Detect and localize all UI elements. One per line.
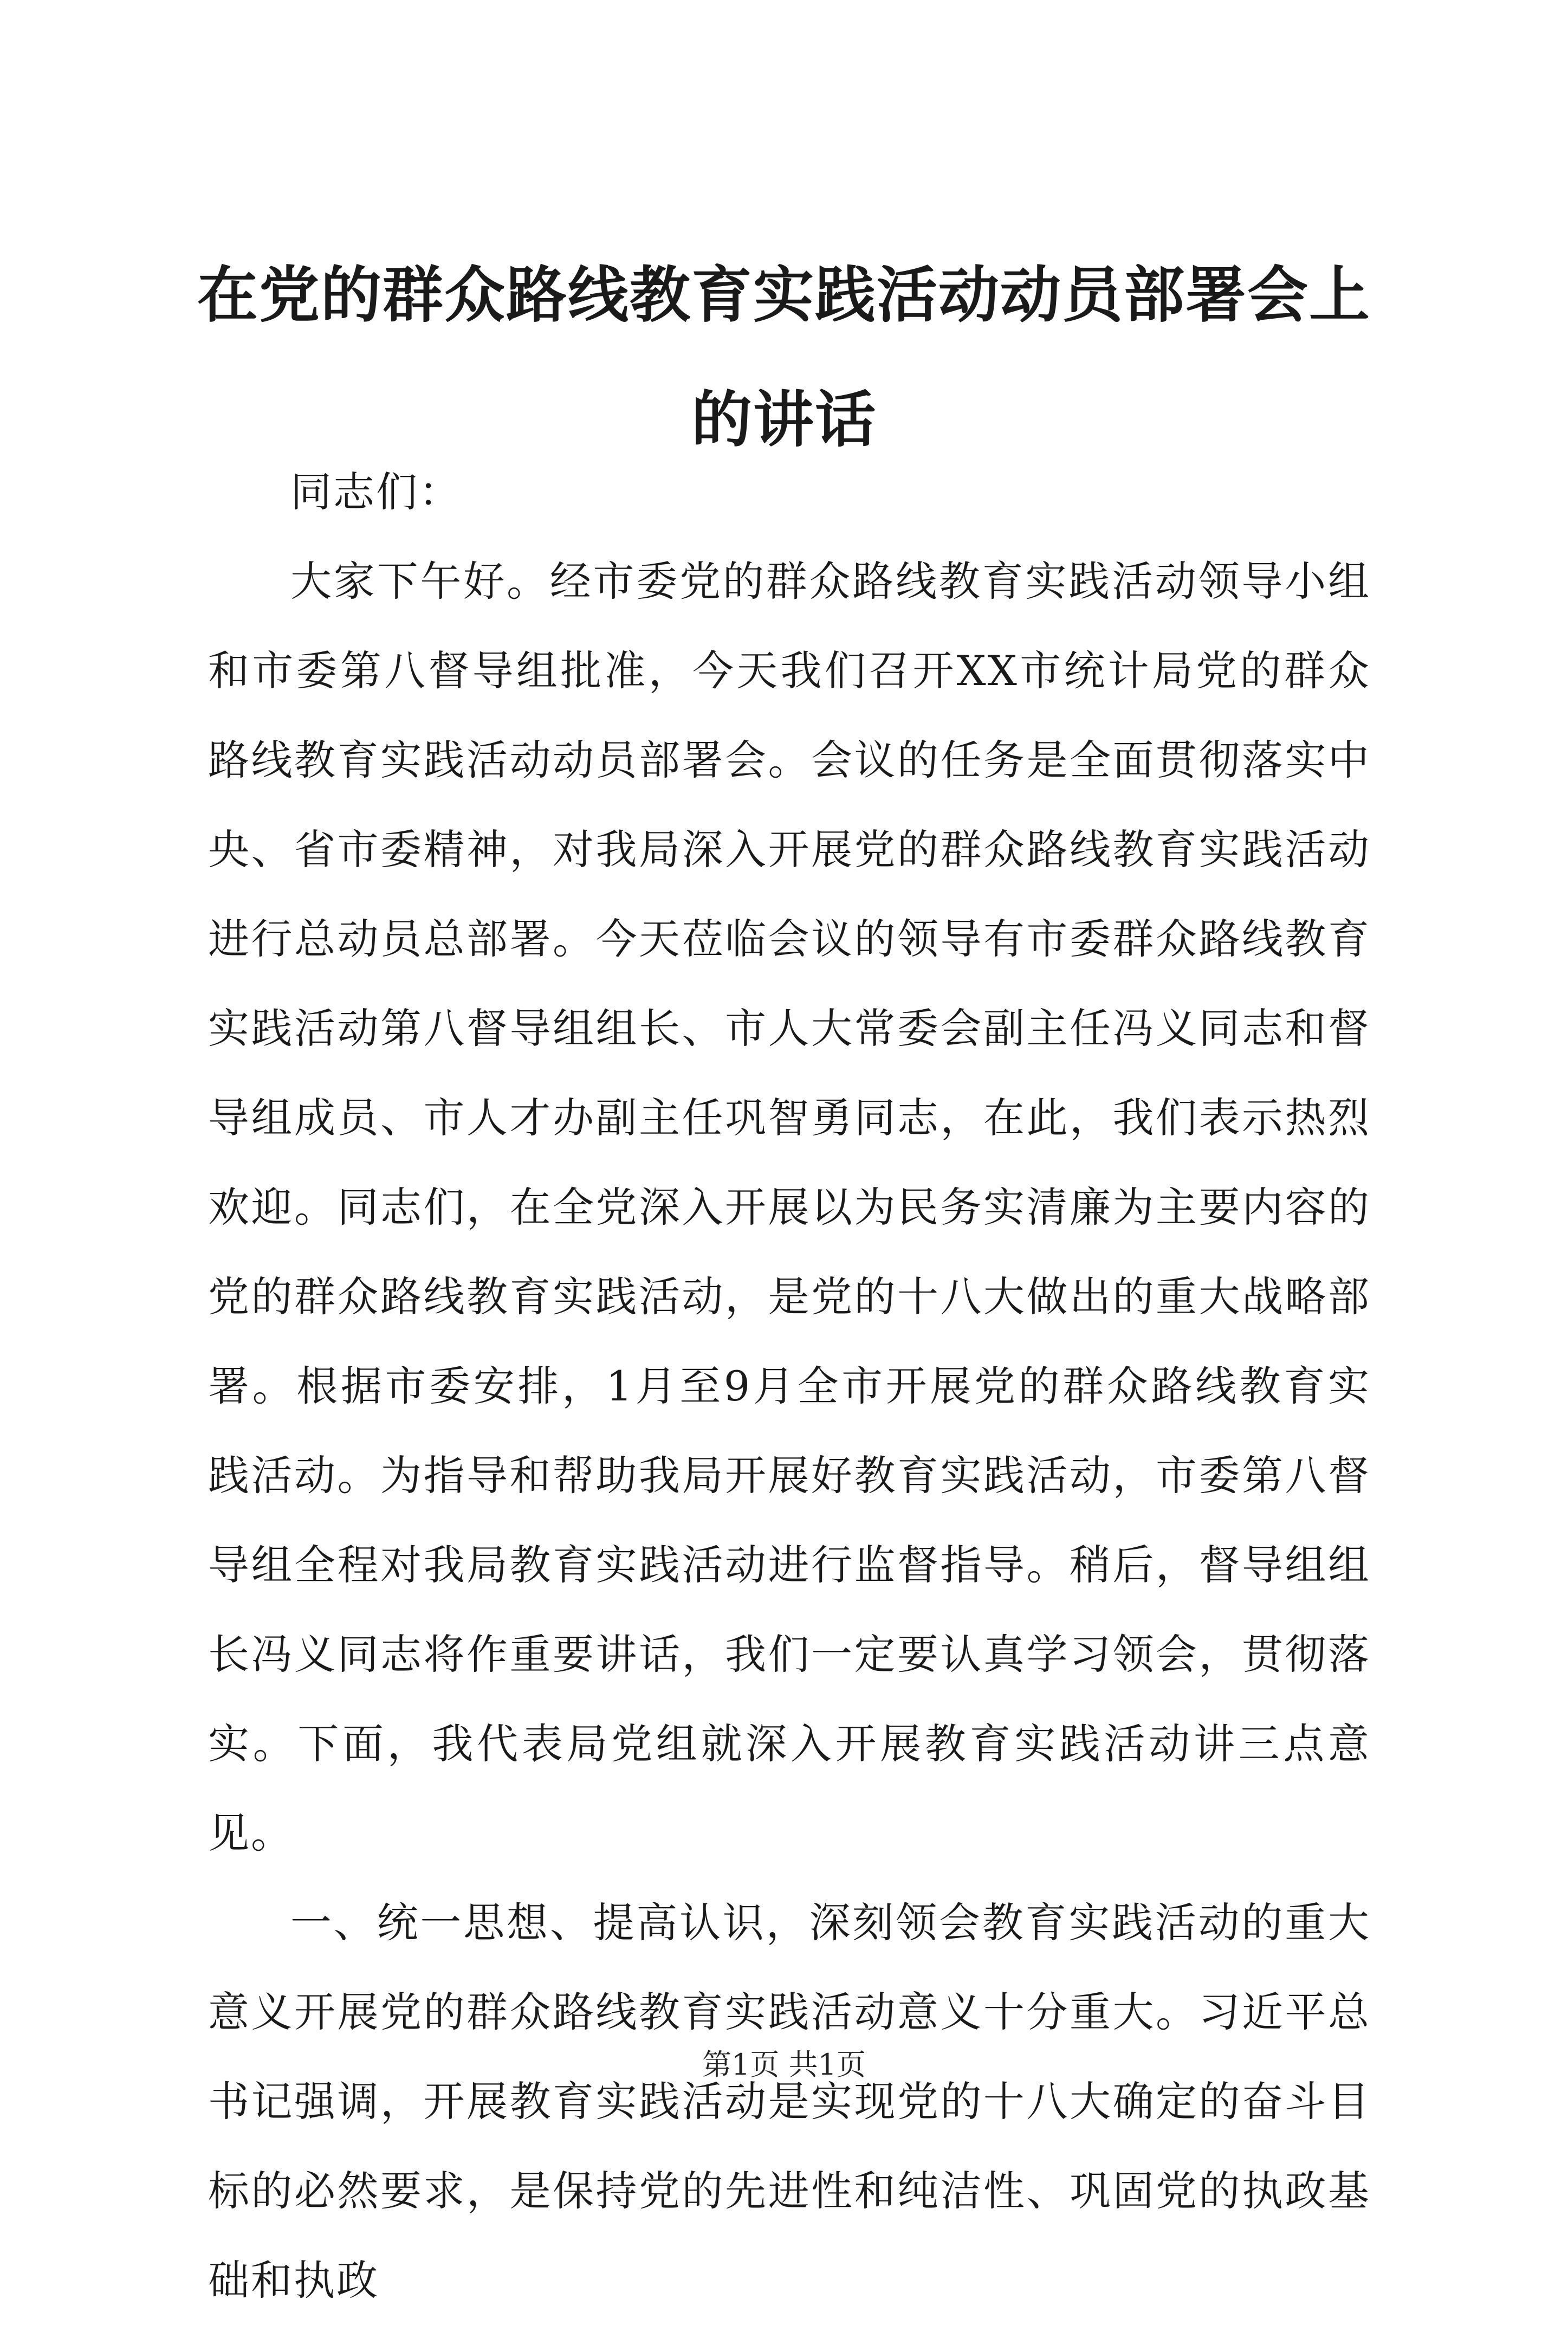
document-title: 在党的群众路线教育实践活动动员部署会上的讲话 xyxy=(197,260,1371,455)
page-footer: 第1页 共1页 xyxy=(702,2048,866,2082)
body-paragraph: 一、统一思想、提高认识，深刻领会教育实践活动的重大意义开展党的群众路线教育实践活动意义十分重大。习近平总书记强调，开展教育实践活动是实现党的十八大确定的奋斗目标的必然要求，是保持党的先进性和纯洁性、巩固党的执政基础和执政 xyxy=(208,1898,1371,2304)
body-paragraph: 大家下午好。经市委党的群众路线教育实践活动领导小组和市委第八督导组批准，今天我们召开XX市统计局党的群众路线教育实践活动动员部署会。会议的任务是全面贯彻落实中央、省市委精神，对我局深入开展党的群众路线教育实践活动进行总动员总部署。今天莅临会议的领导有市委群众路线教育实践活动第八督导组组长、市人大常委会副主任冯义同志和督导组成员、市人才办副主任巩智勇同志，在此，我们表示热烈欢迎。同志们，在全党深入开展以为民务实清廉为主要内容的党的群众路线教育实践活动，是党的十八大做出的重大战略部署。根据市委安排，1月至9月全市开展党的群众路线教育实践活动。为指导和帮助我局开展好教育实践活动，市委第八督导组全程对我局教育实践活动进行监督指导。稍后，督导组组长冯义同志将作重要讲话，我们一定要认真学习领会，贯彻落实。下面，我代表局党组就深入开展教育实践活动讲三点意见。 xyxy=(208,557,1371,1857)
salutation-paragraph: 同志们： xyxy=(290,468,462,516)
